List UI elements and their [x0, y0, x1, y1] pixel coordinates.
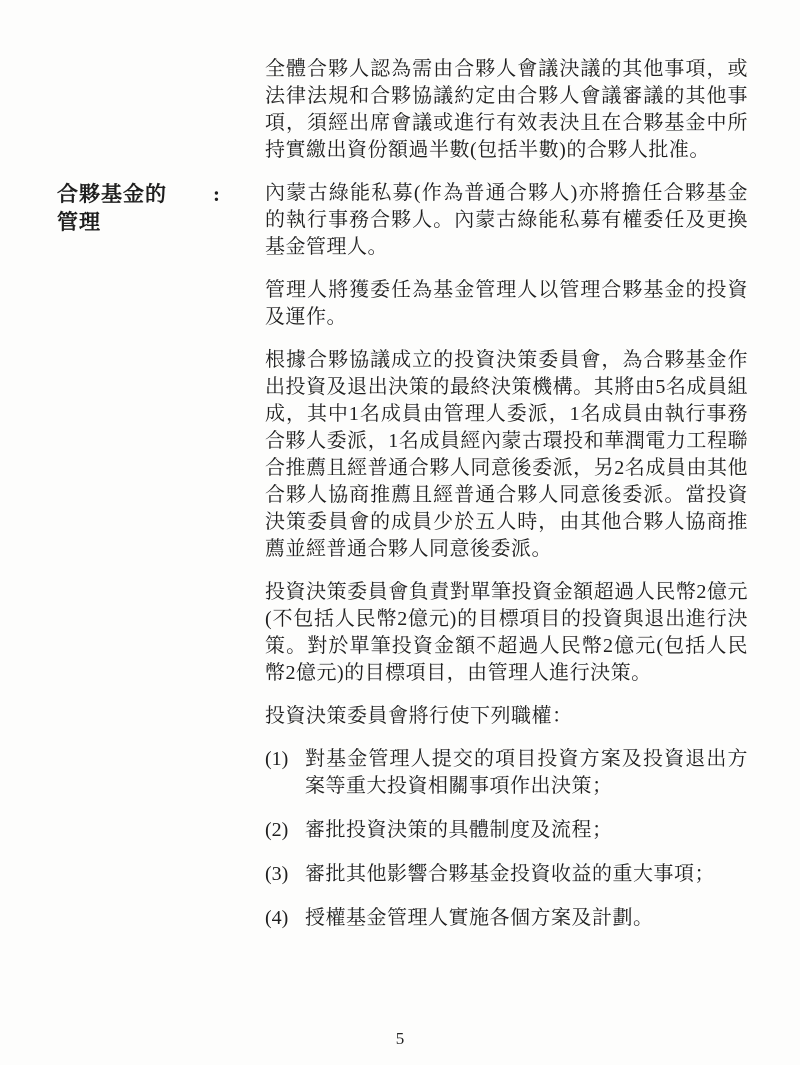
- list-item-2: [265, 817, 748, 844]
- continuation-paragraph: 全體合夥人認為需由合夥人會議決議的其他事項，或法律法規和合夥協議約定由合夥人會議審議的其他事項，須經出席會議或進行有效表決且在合夥基金中所持實繳出資份額過半數(包括半數)的合夥人批准。: [265, 58, 748, 161]
- paragraph-committee-composition: 根據合夥協議成立的投資決策委員會，為合夥基金作出投資及退出決策的最終決策機構。其將由5名成員組成，其中1名成員由管理人委派，1名成員由執行事務合夥人委派，1名成員經內蒙古環投和華潤電力工程聯合推薦且經普通合夥人同意後委派，另2名成員由其他合夥人協商推薦且經普通合夥人同意後委派。當投資決策委員會的成員少於五人時，由其他合夥人協商推薦並經普通合夥人同意後委派。: [265, 349, 748, 560]
- paragraph-gp-role: 內蒙古綠能私募(作為普通合夥人)亦將擔任合夥基金的執行事務合夥人。內蒙古綠能私募有權委任及更換基金管理人。: [265, 182, 748, 258]
- list-marker-1: (1): [265, 748, 289, 770]
- continuation-body: [265, 56, 748, 180]
- list-marker-2: (2): [265, 819, 289, 841]
- list-item-3: [265, 861, 748, 888]
- list-text-1: 對基金管理人提交的項目投資方案及投資退出方案等重大投資相關事項作出決策；: [305, 748, 748, 797]
- list-item-1: [265, 746, 748, 800]
- paragraph-decision-threshold: 投資決策委員會負責對單筆投資金額超過人民幣2億元(不包括人民幣2億元)的目標項目的投資與退出進行決策。對於單筆投資金額不超過人民幣2億元(包括人民幣2億元)的目標項目，由管理人進行決策。: [265, 581, 748, 684]
- list-text-4: 授權基金管理人實施各個方案及計劃。: [305, 907, 654, 929]
- section-label: 合夥基金的管理: [57, 182, 167, 234]
- section-label-cell: [57, 180, 213, 236]
- list-marker-3: (3): [265, 863, 289, 885]
- section-colon: :: [213, 182, 220, 206]
- continuation-row: [57, 56, 748, 180]
- list-text-2: 審批投資決策的具體制度及流程；: [305, 819, 613, 841]
- list-item-4: [265, 905, 748, 932]
- section-body: [265, 180, 748, 949]
- page-number: 5: [395, 1029, 405, 1048]
- list-text-3: 審批其他影響合夥基金投資收益的重大事項；: [305, 863, 715, 885]
- list-marker-4: (4): [265, 907, 289, 929]
- management-section-row: [57, 180, 748, 949]
- document-content: [57, 56, 748, 949]
- paragraph-powers-intro: 投資決策委員會將行使下列職權：: [265, 705, 573, 727]
- paragraph-manager-appointment: 管理人將獲委任為基金管理人以管理合夥基金的投資及運作。: [265, 279, 748, 328]
